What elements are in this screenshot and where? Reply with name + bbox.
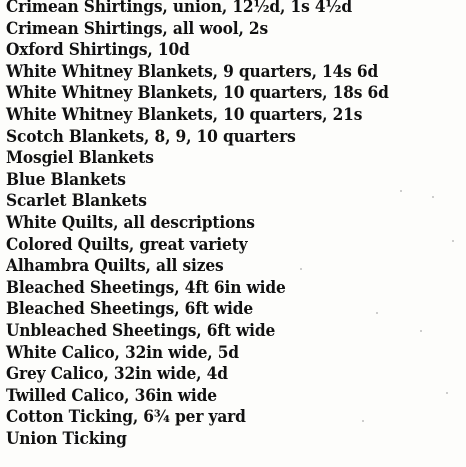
list-item: Cotton Ticking, 6¾ per yard [6, 407, 246, 427]
list-item: Mosgiel Blankets [6, 148, 154, 168]
list-item: Blue Blankets [6, 169, 126, 189]
list-item: Colored Quilts, great variety [6, 234, 248, 254]
list-item: Bleached Sheetings, 6ft wide [6, 299, 254, 319]
list-item: Grey Calico, 32in wide, 4d [6, 364, 228, 384]
list-item: Twilled Calico, 36in wide [6, 385, 217, 405]
list-item-cut-off: Union Ticking [6, 428, 127, 448]
goods-list [6, 0, 413, 448]
scan-speck [376, 312, 378, 314]
scan-speck [446, 392, 448, 394]
list-item: Crimean Shirtings, all wool, 2s [6, 18, 269, 38]
list-item: White Whitney Blankets, 10 quarters, 18s 6d [6, 83, 389, 103]
list-item: Alhambra Quilts, all sizes [6, 256, 224, 276]
list-item: Scarlet Blankets [6, 191, 147, 211]
list-item: Scotch Blankets, 8, 9, 10 quarters [6, 126, 296, 146]
scan-speck [400, 190, 402, 192]
scan-speck [452, 240, 454, 242]
list-item: White Whitney Blankets, 10 quarters, 21s [6, 104, 363, 124]
scan-speck [432, 196, 434, 198]
list-item: Bleached Sheetings, 4ft 6in wide [6, 277, 286, 297]
list-item: Oxford Shirtings, 10d [6, 40, 190, 60]
scan-speck [362, 420, 364, 422]
scan-speck [300, 268, 302, 270]
list-item: Unbleached Sheetings, 6ft wide [6, 320, 276, 340]
list-item: White Calico, 32in wide, 5d [6, 342, 239, 362]
list-item: White Whitney Blankets, 9 quarters, 14s 6d [6, 61, 379, 81]
list-item: White Quilts, all descriptions [6, 212, 255, 232]
list-item: Crimean Shirtings, union, 12½d, 1s 4½d [6, 0, 352, 16]
scan-speck [420, 330, 422, 332]
